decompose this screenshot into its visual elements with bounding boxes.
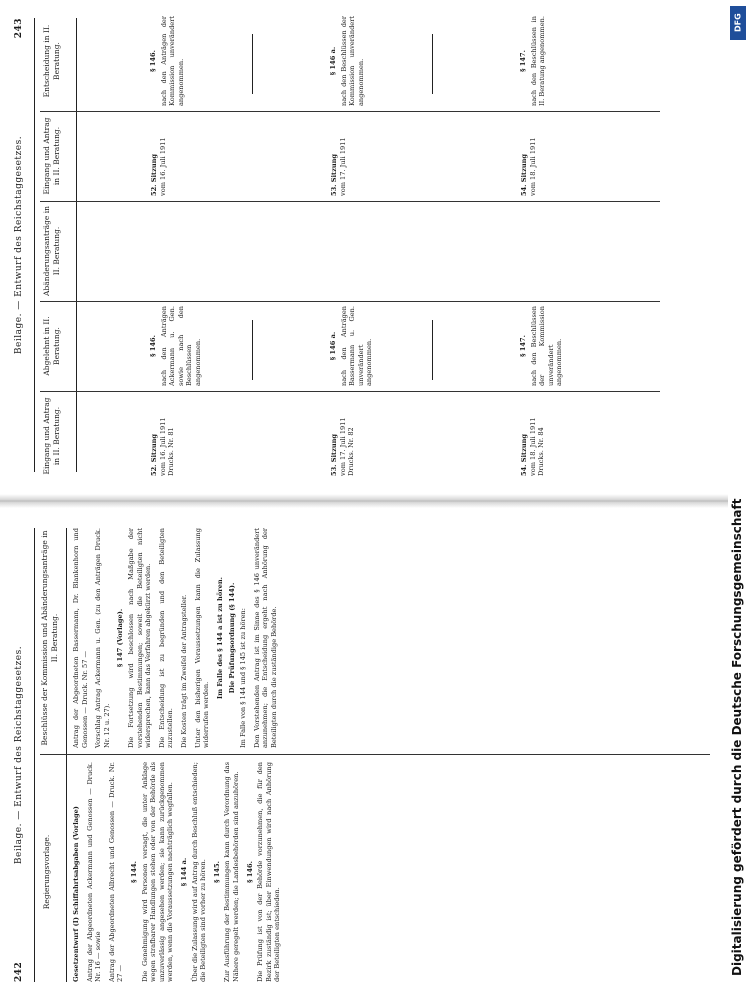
col2-block: Unter den bisherigen Voraussetzungen kann die Zulassung widerrufen werden.	[193, 528, 211, 748]
col2-block: Vorschlag Antrag Ackermann u. Gen. (zu den Anträgen Druck. Nr. 12 u. 27).	[94, 528, 111, 748]
header-rule	[34, 18, 35, 472]
paragraph-mark: § 144 a.	[179, 857, 188, 887]
paragraph-mark: Im Falle des § 144 a ist zu hören.	[215, 577, 224, 699]
session-date: vom 18. Juli 1911	[528, 417, 537, 476]
paragraph-mark: § 145.	[212, 861, 221, 883]
session-note: Drucks. Nr. 82	[347, 427, 356, 476]
paragraph-mark: Die Prüfungsordnung (§ 144).	[228, 582, 237, 694]
section-end-rule	[252, 320, 253, 380]
col2-block: Antrag der Abgeordneten Bassermann, Dr. Blankenhorn und Genossen — Druck. Nr. 57 —	[72, 528, 89, 748]
header-rule	[34, 528, 35, 982]
left-page-number: 242	[14, 961, 24, 982]
section-end-rule	[252, 34, 253, 94]
paragraph-mark: § 146.	[149, 335, 157, 357]
right-page	[0, 0, 728, 490]
right-page-number: 243	[14, 18, 24, 39]
column-divider	[40, 201, 660, 202]
section-end-rule	[432, 34, 433, 94]
section-end-rule	[432, 320, 433, 380]
left-page	[0, 510, 728, 1000]
session-date: vom 18. Juli 1911	[528, 137, 537, 196]
entry-text	[145, 306, 208, 386]
section-title: Gesetzentwurf (I) Schiffahrtsabgaben (Vorlage)	[72, 806, 80, 982]
session-label: 52. Sitzung	[150, 153, 158, 196]
paragraph-mark: § 144.	[129, 861, 138, 883]
right-column-head: Eingang und Antrag in II. Beratung.	[42, 397, 61, 475]
right-column-head: Eingang und Antrag in II. Beratung.	[42, 117, 61, 195]
column-divider	[40, 301, 660, 302]
dfg-banner	[728, 0, 748, 1000]
side-text	[325, 16, 370, 106]
paragraph-mark: § 146.	[149, 50, 157, 72]
book-gutter	[0, 494, 728, 508]
col1-block: Über die Zulassung wird auf Antrag durch Beschluß entschieden; die Beteiligten sind vorher zu hören.	[190, 761, 208, 982]
paragraph-mark: § 147 (Vorlage).	[116, 608, 125, 668]
session-entry	[520, 116, 537, 196]
col2-block: Den Vorstehenden Antrag ist im Sinne des § 146 unverändert anzunehmen; die Entscheidung ergeht nach Anhörung der Beteiligten durch die zuständige Behörde.	[252, 528, 278, 748]
column-divider	[40, 111, 660, 112]
side-body: nach den Anträgen der Kommission unverändert angenommen.	[159, 16, 185, 106]
side-text	[145, 16, 190, 106]
dfg-banner-text: Digitalisierung gefördert durch die Deutsche Forschungsgemeinschaft	[730, 498, 744, 976]
col1-block: Die Prüfung ist von der Behörde vorzunehmen, die für den Bezirk zuständig ist; über Einwendungen wird nach Anhörung der Beteiligten entschieden.	[256, 762, 282, 982]
left-column-2	[72, 528, 283, 748]
paragraph-mark: § 146.	[245, 861, 254, 883]
session-date: vom 17. Juli 1911	[338, 417, 347, 476]
session-entry	[330, 116, 347, 196]
dfg-logo: DFG	[730, 6, 746, 40]
session-label: 53. Sitzung	[330, 433, 338, 476]
col1-block: Die Genehmigung wird Personen versagt, die unter Anklage wegen strafbarer Handlungen stehen oder von der Behörde als unzuverlässig angesehen werden; sie kann zurückgenommen werden, wenn die Voraussetzungen nachträglich wegfallen.	[140, 762, 175, 982]
session-label: 54. Sitzung	[520, 433, 528, 476]
right-header	[14, 18, 30, 472]
session-entry	[330, 396, 356, 476]
session-label: 53. Sitzung	[330, 153, 338, 196]
paragraph-mark: § 147.	[519, 50, 527, 72]
left-running-head: Beilage. — Entwurf des Reichstaggesetzes.	[14, 645, 24, 865]
left-column-1	[72, 762, 287, 982]
column-divider	[40, 754, 710, 755]
paragraph-mark: § 147.	[519, 335, 527, 357]
col2-block: Die Fortsetzung wird beschlossen nach Maßgabe der vorstehenden Bestimmungen; soweit die Beteiligten nicht widersprechen, kann das Verfahren abgekürzt werden.	[126, 528, 153, 748]
entry-body: nach den Anträgen Bassermann u. Gen. unverändert angenommen.	[339, 306, 374, 386]
session-date: vom 16. Juli 1911	[158, 137, 167, 196]
right-column-head: Abänderungsanträge in II. Beratung.	[42, 206, 61, 296]
column-head-rule	[76, 18, 77, 472]
left-column-1-head: Regierungsvorlage.	[42, 834, 51, 910]
col1-block: Antrag der Abgeordneten Albrecht und Genossen — Druck. Nr. 27 —	[107, 762, 125, 982]
session-note: Drucks. Nr. 81	[167, 427, 176, 476]
right-column-head: Entscheidung in II. Beratung.	[42, 24, 61, 98]
entry-body: nach den Beschlüssen der Kommission unverändert angenommen.	[529, 306, 564, 386]
col2-block: Die Kosten trägt im Zweifel der Antragsteller.	[179, 594, 188, 748]
entry-text	[515, 306, 569, 386]
column-head-rule	[66, 528, 67, 982]
col2-block: Die Entscheidung ist zu begründen und den Beteiligten zuzustellen.	[157, 528, 175, 748]
col1-block: Antrag der Abgeordneten Ackermann und Genossen — Druck. Nr. 16 — sowie	[85, 762, 103, 982]
session-entry	[520, 396, 546, 476]
entry-text	[325, 306, 379, 386]
paragraph-mark: § 146 a.	[329, 46, 337, 76]
right-running-head: Beilage. — Entwurf des Reichstaggesetzes.	[14, 135, 24, 355]
left-column-2-head: Beschlüsse der Kommission und Abänderungsanträge in II. Beratung.	[40, 530, 59, 746]
paragraph-mark: § 146 a.	[329, 331, 337, 361]
col1-block: Zur Ausführung der Bestimmungen kann durch Verordnung das Nähere geregelt werden; die Landesbehörden sind anzuhören.	[223, 762, 240, 982]
session-date: vom 16. Juli 1911	[158, 417, 167, 476]
side-body: nach den Beschlüssen in II. Beratung angenommen.	[529, 16, 547, 106]
session-date: vom 17. Juli 1911	[338, 137, 347, 196]
session-entry	[150, 396, 176, 476]
right-column-head: Abgelehnt in II. Beratung.	[42, 316, 61, 376]
column-divider	[40, 391, 660, 392]
session-entry	[150, 116, 167, 196]
session-label: 52. Sitzung	[150, 433, 158, 476]
side-body: nach den Beschlüssen der Kommission unverändert angenommen.	[339, 16, 365, 106]
session-note: Drucks. Nr. 84	[537, 427, 546, 476]
session-label: 54. Sitzung	[520, 153, 528, 196]
entry-body: nach den Anträgen Ackermann u. Gen. sowie nach den Beschlüssen angenommen.	[159, 306, 202, 386]
left-header	[14, 528, 30, 982]
col2-block: Im Falle von § 144 und § 145 ist zu hören:	[238, 607, 247, 748]
side-text	[515, 16, 552, 106]
